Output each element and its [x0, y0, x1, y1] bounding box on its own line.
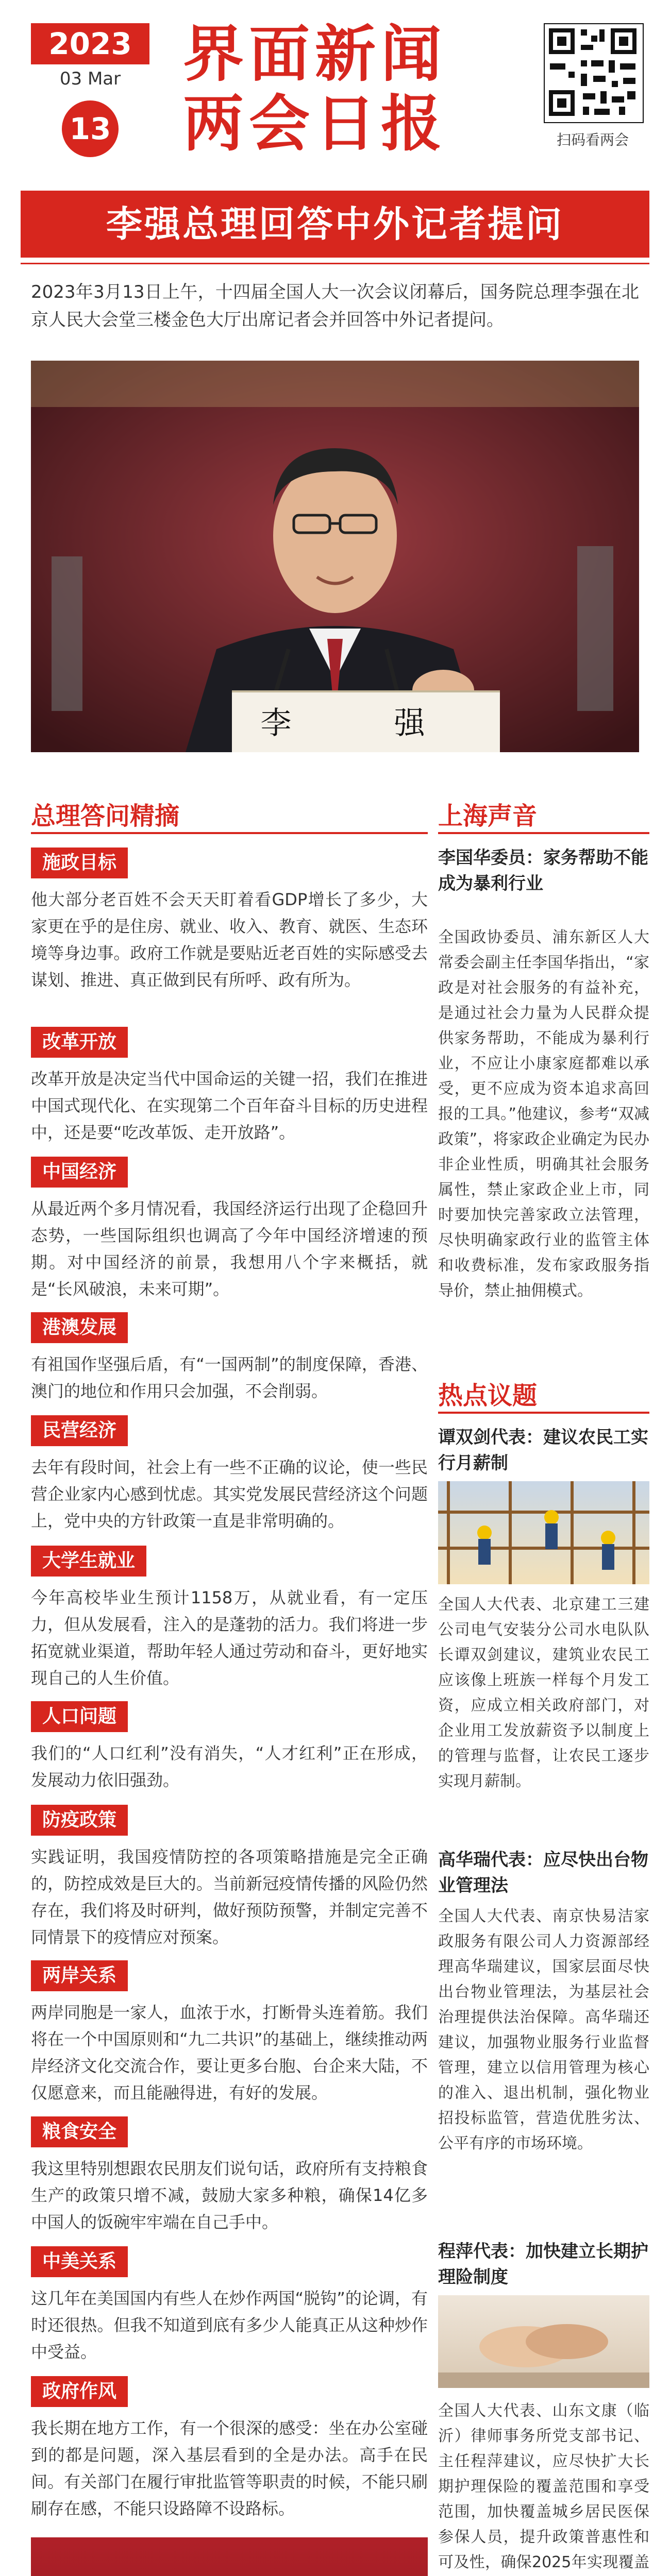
tag-reform-opening: 改革开放 [31, 1027, 128, 1058]
article-text-gao-huarui: 全国人大代表、南京快易洁家政服务有限公司人力资源部经理高华瑞建议，国家层面尽快出台物业管理法，为基层社会治理提供法治保障。高华瑞还建议，加强物业服务行业监督管理，建立以信用管理为核心的准入、退出机制，强化物业招投标监管，营造优胜劣汰、公平有序的市场环境。 [438, 1907, 649, 2153]
tag-china-economy: 中国经济 [31, 1157, 128, 1188]
para-epidemic-policy: 实践证明，我国疫情防控的各项策略措施是完全正确的，防控成效是巨大的。当前新冠疫情传播的风险仍然存在，我们将及时研判，做好预防预警，并制定完善不同情景下的疫情应对预案。 [31, 1847, 428, 1947]
brand-title-line2: 两会日报 [183, 88, 447, 159]
month-day: 03 Mar [59, 69, 121, 89]
header [0, 0, 670, 180]
section-title-hot-topics: 热点议题 [438, 1381, 538, 1410]
tag-food-security: 粮食安全 [31, 2116, 128, 2147]
construction-illustration [438, 1481, 649, 1584]
title-banner [21, 191, 649, 258]
para-graduate-employment: 今年高校毕业生预计1158万，从就业看，有一定压力，但从发展看，注入的是蓬勃的活力。我们将进一步拓宽就业渠道，帮助年轻人通过劳动和奋斗，更好地实现自己的人生价值。 [31, 1588, 428, 1688]
article-title-gao-huarui: 高华瑞代表：应尽快出台物业管理法 [438, 1850, 648, 1896]
brand-title-line1: 界面新闻 [183, 19, 447, 90]
qr-code-icon [545, 24, 641, 120]
page-title: 李强总理回答中外记者提问 [106, 203, 564, 245]
year: 2023 [31, 23, 149, 64]
article-text-li-guohua: 全国政协委员、浦东新区人大常委会副主任李国华指出，“家政是对社会服务的有益补充，是通过社会力量为人民群众提供家务帮助，不能成为暴利行业，不应让小康家庭都难以承受，更不应成为资本追求高回报的工具。”他建议，参考“双减政策”，将家政企业确定为民办非企业性质，明确其社会服务属性，禁止家政企业上市，同时要加快完善家政立法管理，尽快明确家政行业的监管主体和收费标准，发布家政服务指导价，禁止抽佣模式。 [438, 928, 649, 1300]
para-governance-goal: 他大部分老百姓不会天天盯着看GDP增长了多少，大家更在乎的是住房、就业、收入、教育、就医、生态环境等身边事。政府工作就是要贴近老百姓的实际感受去谋划、推进、真正做到民有所呼、政有所为。 [31, 890, 428, 990]
day-number: 13 [62, 100, 119, 157]
tag-hk-macao: 港澳发展 [31, 1312, 128, 1343]
para-china-us: 这几年在美国国内有些人在炒作两国“脱钩”的论调，有时还很热。但我不知道到底有多少人能真正从这种炒作中受益。 [31, 2289, 428, 2362]
article-title-cheng-ping: 程萍代表：加快建立长期护理险制度 [438, 2241, 648, 2287]
para-hk-macao: 有祖国作坚强后盾，有“一国两制”的制度保障，香港、澳门的地位和作用只会加强，不会削弱。 [31, 1354, 428, 1401]
tag-government-style: 政府作风 [31, 2376, 128, 2407]
date-block [31, 23, 149, 152]
care-hands-illustration [438, 2295, 649, 2388]
tag-cross-strait: 两岸关系 [31, 1960, 128, 1991]
qr-caption: 扫码看两会 [556, 131, 629, 148]
article-text-cheng-ping: 全国人大代表、山东文康（临沂）律师事务所党支部书记、主任程萍建议，应尽快扩大长期护理保险的覆盖范围和享受范围，加快覆盖城乡居民医保参保人员，提升政策普惠性和可及性，确保2025年实现覆盖 [438, 2402, 649, 2571]
section-divider [438, 1412, 649, 1414]
divider [21, 263, 649, 264]
section-title-highlights: 总理答问精摘 [31, 802, 180, 831]
para-food-security: 我这里特别想跟农民朋友们说句话，政府所有支持粮食生产的政策只增不减，鼓励大家多种粮，确保14亿多中国人的饭碗牢牢端在自己手中。 [31, 2159, 428, 2232]
elderly-care-photo [438, 2295, 649, 2388]
press-conference-photo [31, 2537, 428, 2576]
qr-code[interactable] [544, 23, 644, 123]
audience-illustration [31, 2537, 428, 2576]
tag-governance-goal: 施政目标 [31, 848, 128, 878]
tag-population: 人口问题 [31, 1701, 128, 1732]
para-cross-strait: 两岸同胞是一家人，血浓于水，打断骨头连着筋。我们将在一个中国原则和“九二共识”的基础上，继续推动两岸经济文化交流合作，要让更多台胞、台企来大陆，不仅愿意来，而且能融得进，有好的发展。 [31, 2003, 428, 2103]
para-government-style: 我长期在地方工作，有一个很深的感受：坐在办公室碰到的都是问题，深入基层看到的全是办法。高手在民间。有关部门在履行审批监管等职责的时候，不能只刷刷存在感，不能只设路障不设路标。 [31, 2418, 428, 2518]
intro-paragraph: 2023年3月13日上午，十四届全国人大一次会议闭幕后，国务院总理李强在北京人民大会堂三楼金色大厅出席记者会并回答中外记者提问。 [31, 282, 639, 330]
tag-graduate-employment: 大学生就业 [31, 1546, 146, 1577]
tag-epidemic-policy: 防疫政策 [31, 1805, 128, 1836]
section-title-shanghai: 上海声音 [438, 802, 538, 831]
hero-photo [31, 361, 639, 752]
section-divider [438, 832, 649, 834]
para-population: 我们的“人口红利”没有消失，“人才红利”正在形成，发展动力依旧强劲。 [31, 1743, 428, 1790]
nameplate: 李 强 [232, 690, 500, 752]
tag-private-economy: 民营经济 [31, 1415, 128, 1446]
tag-china-us: 中美关系 [31, 2246, 128, 2277]
para-private-economy: 去年有段时间，社会上有一些不正确的议论，使一些民营企业家内心感到忧虑。其实党发展民营经济这个问题上，党中央的方针政策一直是非常明确的。 [31, 1458, 428, 1531]
article-title-li-guohua: 李国华委员：家务帮助不能成为暴利行业 [438, 848, 648, 894]
section-divider [31, 832, 428, 834]
article-text-tan-shuangjian: 全国人大代表、北京建工三建公司电气安装分公司水电队队长谭双剑建议，建筑业农民工应该像上班族一样每个月发工资，应成立相关政府部门，对企业用工发放薪资予以制度上的管理与监督，让农民工逐步实现月薪制。 [438, 1596, 649, 1790]
construction-workers-photo [438, 1481, 649, 1584]
para-china-economy: 从最近两个多月情况看，我国经济运行出现了企稳回升态势，一些国际组织也调高了今年中国经济增速的预期。对中国经济的前景，我想用八个字来概括，就是“长风破浪，未来可期”。 [31, 1199, 428, 1299]
article-title-tan-shuangjian: 谭双剑代表：建议农民工实行月薪制 [438, 1427, 648, 1473]
para-reform-opening: 改革开放是决定当代中国命运的关键一招，我们在推进中国式现代化、在实现第二个百年奋斗目标的历史进程中，还是要“吃改革饭、走开放路”。 [31, 1069, 428, 1142]
